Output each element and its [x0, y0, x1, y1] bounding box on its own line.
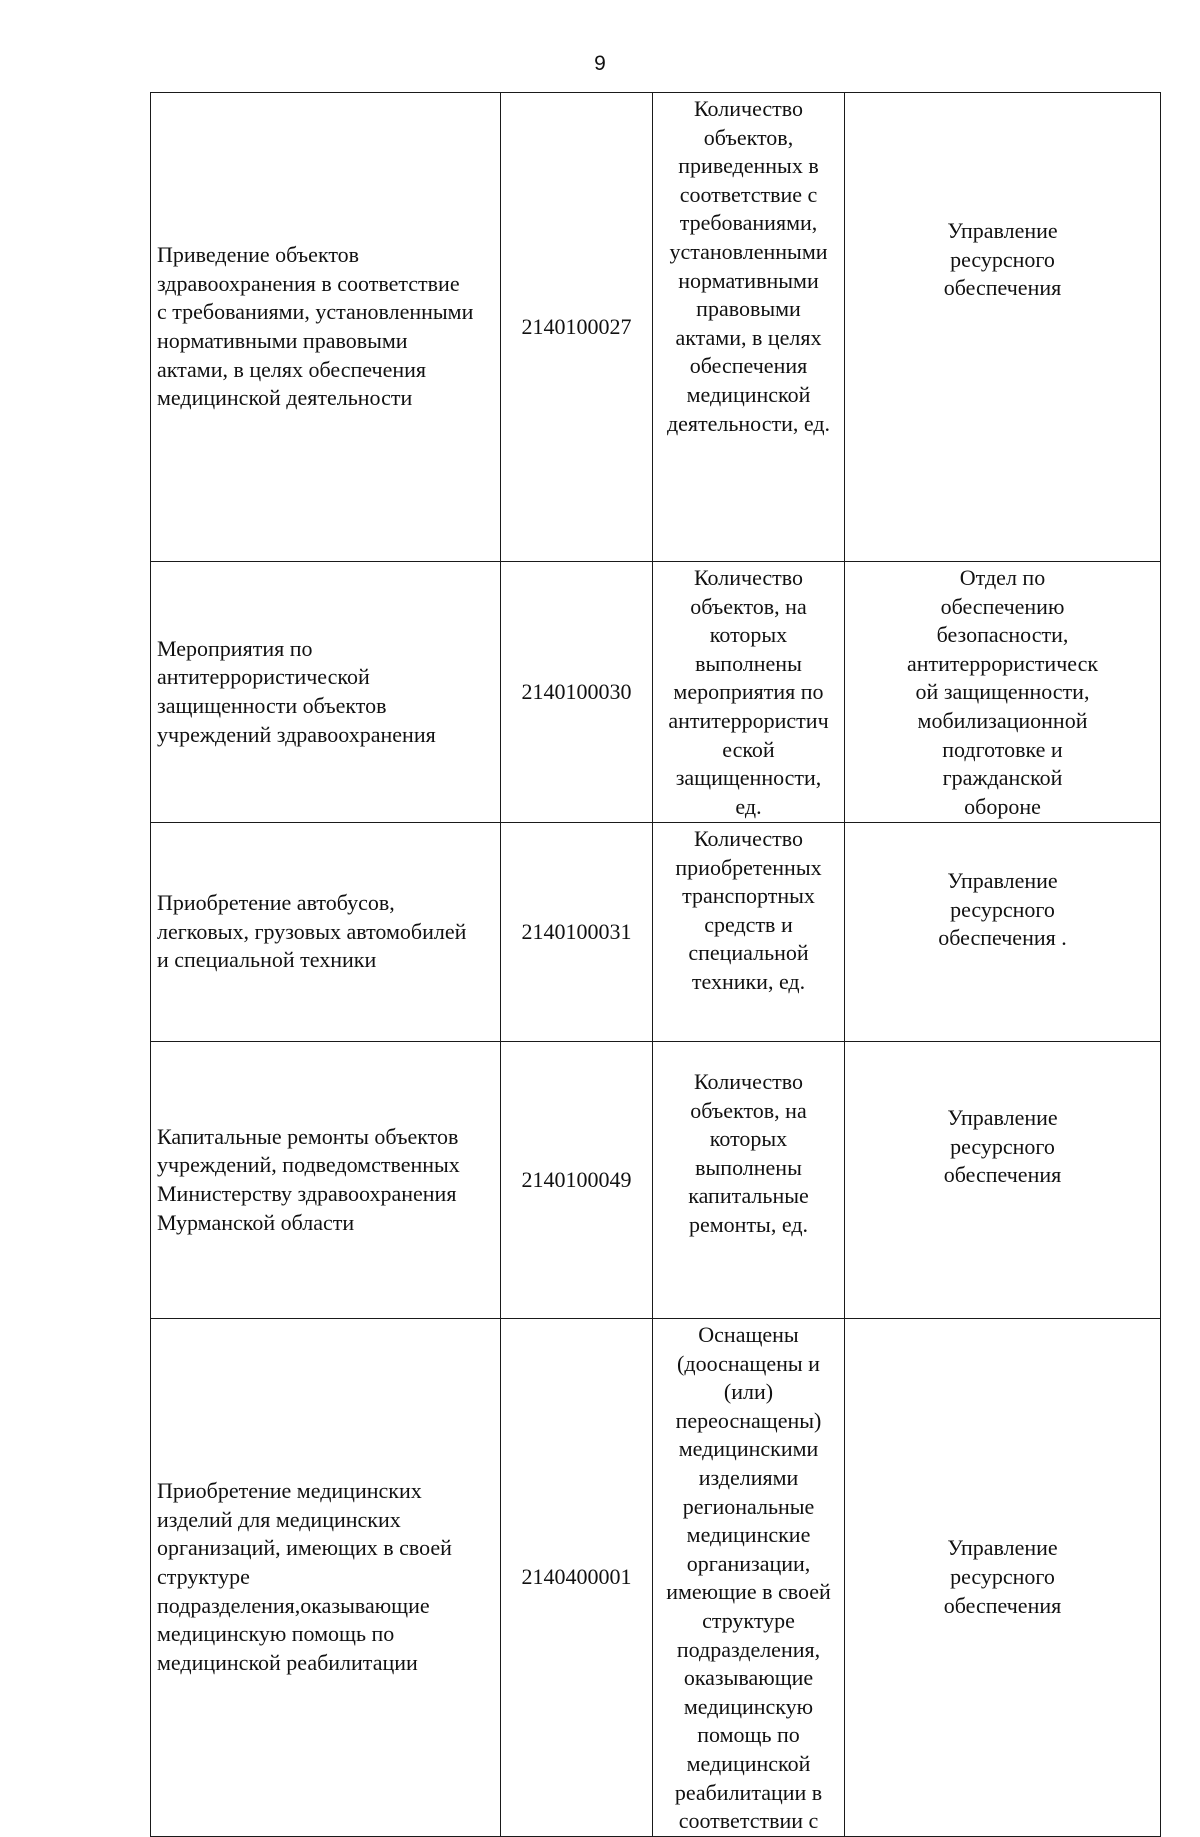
measure-responsible: Управление ресурсного обеспечения	[943, 1105, 1062, 1188]
measure-code: 2140400001	[521, 1564, 632, 1590]
page-number: 9	[594, 52, 606, 75]
indicator-cell	[653, 823, 845, 1042]
indicator-cell	[653, 1319, 845, 1837]
measure-name-cell	[151, 1042, 501, 1319]
table-row	[151, 1319, 1161, 1837]
table-row	[151, 1042, 1161, 1319]
measure-code: 2140100049	[521, 1166, 632, 1192]
measures-table	[150, 92, 1161, 1837]
table-row	[151, 93, 1161, 562]
measure-name: Капитальные ремонты объектов учреждений, подведомственных Министерству здравоохранения Мурманской области	[157, 1123, 460, 1235]
responsible-cell	[845, 823, 1161, 1042]
code-cell	[501, 562, 653, 823]
measure-indicator: Количество объектов, приведенных в соответствие с требованиями, установленными нормативными правовыми актами, в целях обеспечения медицинской деятельности, ед.	[666, 96, 831, 436]
measure-name: Приобретение автобусов, легковых, грузовых автомобилей и специальной техники	[157, 890, 467, 973]
responsible-cell	[845, 93, 1161, 562]
measure-responsible: Управление ресурсного обеспечения .	[938, 868, 1067, 951]
measure-name-cell	[151, 562, 501, 823]
measure-responsible: Отдел по обеспечению безопасности, антитеррористическ ой защищенности, мобилизационной подготовке и гражданской обороне	[906, 565, 1099, 819]
measure-name: Приведение объектов здравоохранения в соответствие с требованиями, установленными нормативными правовыми актами, в целях обеспечения медицинской деятельности	[157, 242, 474, 411]
measure-responsible: Управление ресурсного обеспечения	[943, 218, 1062, 301]
measure-indicator: Количество приобретенных транспортных средств и специальной техники, ед.	[675, 826, 822, 994]
responsible-cell	[845, 1319, 1161, 1837]
code-cell	[501, 823, 653, 1042]
table-row	[151, 823, 1161, 1042]
measure-indicator: Количество объектов, на которых выполнены капитальные ремонты, ед.	[688, 1069, 809, 1237]
measure-responsible: Управление ресурсного обеспечения	[943, 1535, 1062, 1618]
measure-name-cell	[151, 823, 501, 1042]
code-cell	[501, 1319, 653, 1837]
measure-name-cell	[151, 1319, 501, 1837]
measure-code: 2140100027	[521, 313, 632, 339]
measure-indicator: Количество объектов, на которых выполнены мероприятия по антитеррористич еской защищенности, ед.	[668, 565, 829, 819]
indicator-cell	[653, 562, 845, 823]
measure-name: Мероприятия по антитеррористической защищенности объектов учреждений здравоохранения	[157, 635, 436, 747]
responsible-cell	[845, 1042, 1161, 1319]
code-cell	[501, 1042, 653, 1319]
responsible-cell	[845, 562, 1161, 823]
measure-name: Приобретение медицинских изделий для медицинских организаций, имеющих в своей структуре подразделения,оказывающие медицинскую помощь по медицинской реабилитации	[157, 1478, 452, 1675]
measure-name-cell	[151, 93, 501, 562]
measure-code: 2140100030	[521, 678, 632, 704]
indicator-cell	[653, 1042, 845, 1319]
measure-code: 2140100031	[521, 918, 632, 944]
code-cell	[501, 93, 653, 562]
table-row	[151, 562, 1161, 823]
indicator-cell	[653, 93, 845, 562]
measure-indicator: Оснащены (дооснащены и (или) переоснащены) медицинскими изделиями региональные медицинские организации, имеющие в своей структуре подразделения, оказывающие медицинскую помощь по медицинской реабилитации в соответствии с	[666, 1322, 831, 1834]
